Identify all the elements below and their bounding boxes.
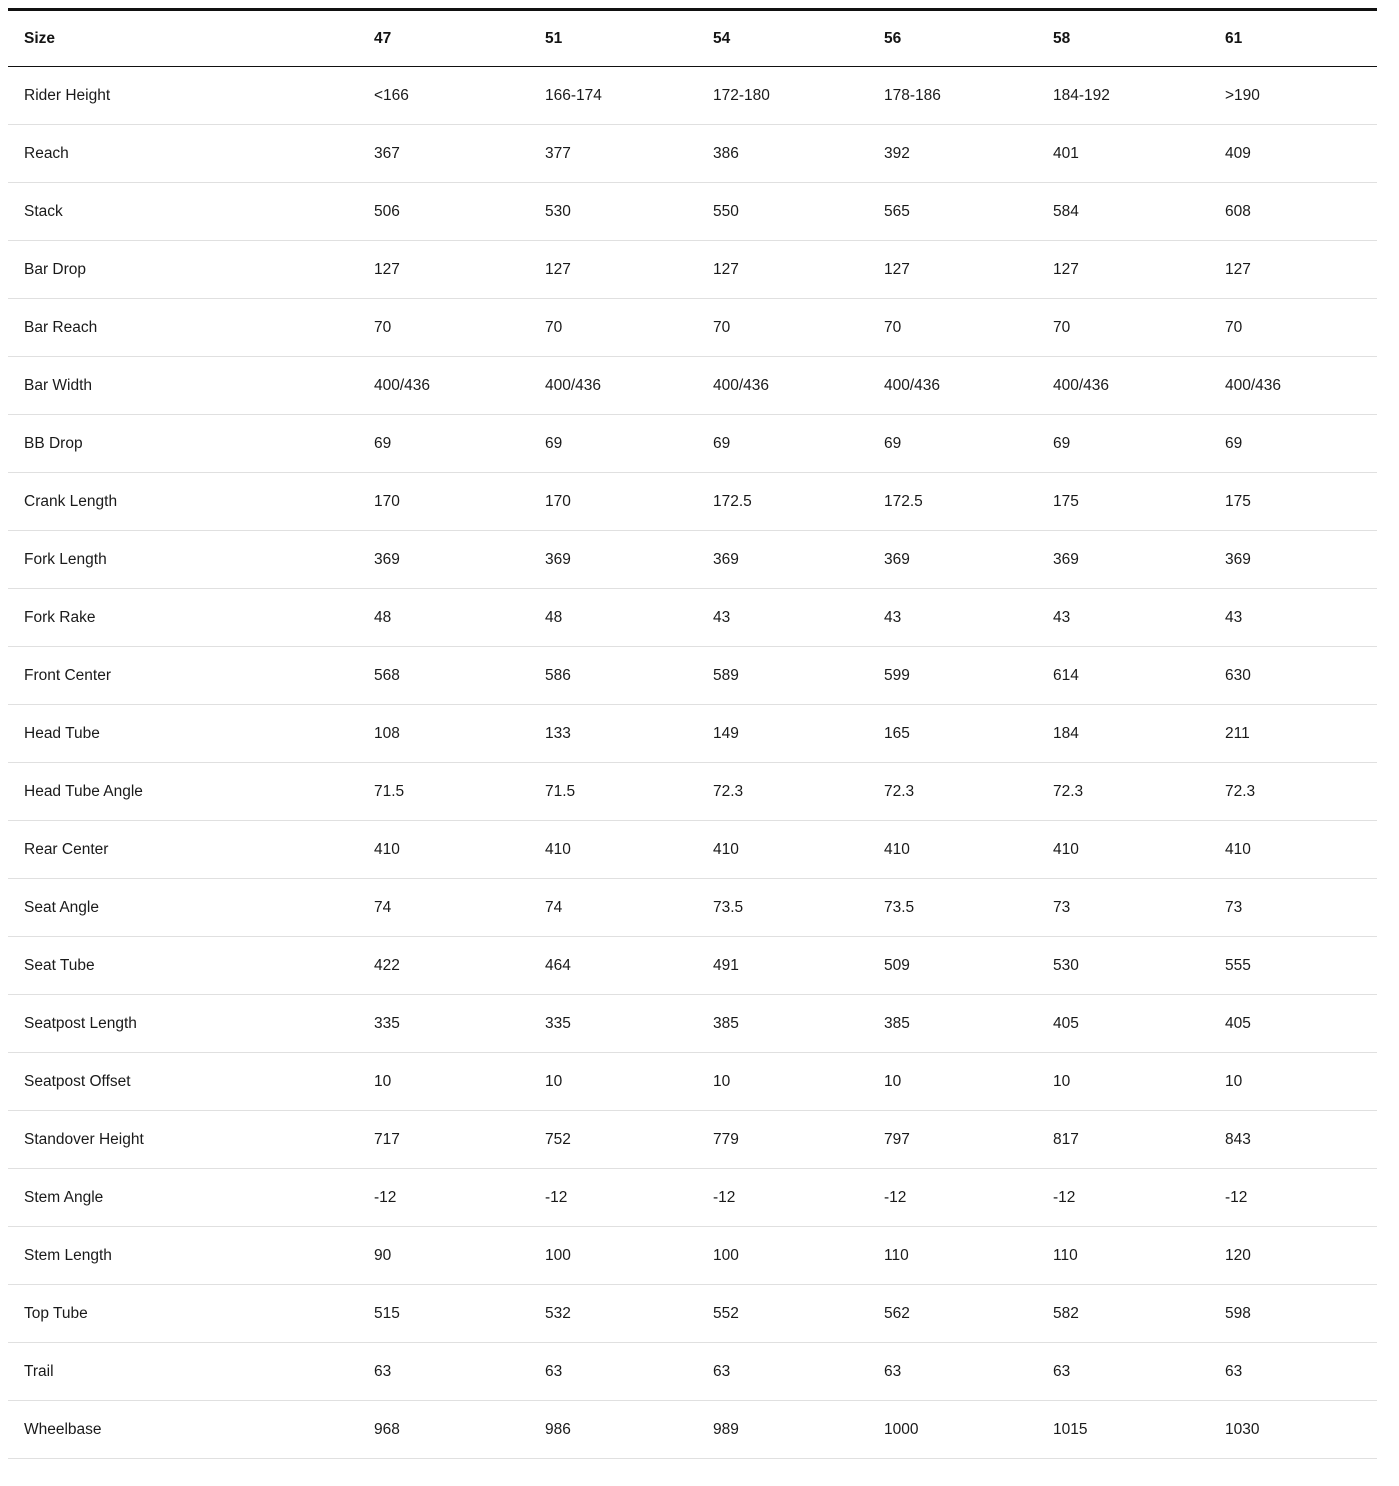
cell-value: 562 (884, 1285, 1053, 1343)
row-label: Reach (8, 125, 374, 183)
cell-value: 614 (1053, 647, 1225, 705)
cell-value: 752 (545, 1111, 713, 1169)
header-size-label: Size (8, 10, 374, 67)
cell-value: 410 (545, 821, 713, 879)
cell-value: 400/436 (374, 357, 545, 415)
cell-value: 410 (1053, 821, 1225, 879)
cell-value: -12 (545, 1169, 713, 1227)
cell-value: 400/436 (1053, 357, 1225, 415)
cell-value: 335 (374, 995, 545, 1053)
cell-value: 506 (374, 183, 545, 241)
cell-value: 369 (374, 531, 545, 589)
cell-value: 968 (374, 1401, 545, 1459)
cell-value: 405 (1225, 995, 1377, 1053)
cell-value: 63 (713, 1343, 884, 1401)
table-row (8, 589, 1377, 647)
header-col-51: 51 (545, 10, 713, 67)
cell-value: 400/436 (545, 357, 713, 415)
row-label: Trail (8, 1343, 374, 1401)
cell-value: 43 (713, 589, 884, 647)
cell-value: 184 (1053, 705, 1225, 763)
cell-value: 100 (713, 1227, 884, 1285)
cell-value: 70 (545, 299, 713, 357)
row-label: Bar Width (8, 357, 374, 415)
cell-value: 70 (713, 299, 884, 357)
cell-value: 10 (1225, 1053, 1377, 1111)
cell-value: 1030 (1225, 1401, 1377, 1459)
table-row (8, 1111, 1377, 1169)
cell-value: -12 (374, 1169, 545, 1227)
row-label: Top Tube (8, 1285, 374, 1343)
cell-value: <166 (374, 67, 545, 125)
cell-value: 400/436 (884, 357, 1053, 415)
cell-value: 70 (374, 299, 545, 357)
cell-value: 385 (713, 995, 884, 1053)
cell-value: 175 (1225, 473, 1377, 531)
table-row (8, 879, 1377, 937)
row-label: Seatpost Offset (8, 1053, 374, 1111)
cell-value: 166-174 (545, 67, 713, 125)
cell-value: 405 (1053, 995, 1225, 1053)
cell-value: 369 (545, 531, 713, 589)
row-label: Head Tube (8, 705, 374, 763)
cell-value: 843 (1225, 1111, 1377, 1169)
cell-value: 127 (545, 241, 713, 299)
cell-value: 530 (1053, 937, 1225, 995)
header-col-58: 58 (1053, 10, 1225, 67)
cell-value: 565 (884, 183, 1053, 241)
cell-value: 410 (1225, 821, 1377, 879)
row-label: Seatpost Length (8, 995, 374, 1053)
cell-value: 608 (1225, 183, 1377, 241)
cell-value: 73 (1053, 879, 1225, 937)
cell-value: 43 (1053, 589, 1225, 647)
cell-value: 70 (1053, 299, 1225, 357)
header-col-47: 47 (374, 10, 545, 67)
cell-value: 797 (884, 1111, 1053, 1169)
header-col-56: 56 (884, 10, 1053, 67)
table-row (8, 299, 1377, 357)
cell-value: 69 (884, 415, 1053, 473)
cell-value: 530 (545, 183, 713, 241)
cell-value: 410 (374, 821, 545, 879)
table-row (8, 357, 1377, 415)
cell-value: 385 (884, 995, 1053, 1053)
cell-value: 120 (1225, 1227, 1377, 1285)
cell-value: 10 (884, 1053, 1053, 1111)
cell-value: 400/436 (713, 357, 884, 415)
table-row (8, 531, 1377, 589)
cell-value: 127 (1053, 241, 1225, 299)
table-row (8, 1169, 1377, 1227)
cell-value: 172.5 (713, 473, 884, 531)
row-label: Crank Length (8, 473, 374, 531)
row-label: Bar Drop (8, 241, 374, 299)
cell-value: 1000 (884, 1401, 1053, 1459)
row-label: Stem Angle (8, 1169, 374, 1227)
cell-value: 74 (545, 879, 713, 937)
cell-value: 10 (713, 1053, 884, 1111)
row-label: Rear Center (8, 821, 374, 879)
cell-value: 422 (374, 937, 545, 995)
cell-value: 110 (1053, 1227, 1225, 1285)
cell-value: 986 (545, 1401, 713, 1459)
cell-value: 532 (545, 1285, 713, 1343)
cell-value: 589 (713, 647, 884, 705)
cell-value: 568 (374, 647, 545, 705)
cell-value: 410 (713, 821, 884, 879)
row-label: Stack (8, 183, 374, 241)
table-row (8, 473, 1377, 531)
table-row (8, 415, 1377, 473)
cell-value: 367 (374, 125, 545, 183)
table-row (8, 183, 1377, 241)
cell-value: 779 (713, 1111, 884, 1169)
cell-value: 127 (884, 241, 1053, 299)
cell-value: -12 (884, 1169, 1053, 1227)
cell-value: 165 (884, 705, 1053, 763)
cell-value: 63 (884, 1343, 1053, 1401)
cell-value: 69 (713, 415, 884, 473)
cell-value: 90 (374, 1227, 545, 1285)
cell-value: 175 (1053, 473, 1225, 531)
cell-value: 178-186 (884, 67, 1053, 125)
cell-value: 550 (713, 183, 884, 241)
cell-value: 170 (374, 473, 545, 531)
cell-value: 369 (884, 531, 1053, 589)
cell-value: 599 (884, 647, 1053, 705)
table-row (8, 705, 1377, 763)
cell-value: 63 (1225, 1343, 1377, 1401)
row-label: BB Drop (8, 415, 374, 473)
table-row (8, 1285, 1377, 1343)
cell-value: 598 (1225, 1285, 1377, 1343)
cell-value: 72.3 (884, 763, 1053, 821)
cell-value: -12 (1225, 1169, 1377, 1227)
cell-value: 369 (1225, 531, 1377, 589)
table-body (8, 67, 1377, 1459)
table-row (8, 821, 1377, 879)
cell-value: 369 (713, 531, 884, 589)
row-label: Rider Height (8, 67, 374, 125)
cell-value: 73 (1225, 879, 1377, 937)
row-label: Seat Tube (8, 937, 374, 995)
cell-value: 630 (1225, 647, 1377, 705)
cell-value: 63 (545, 1343, 713, 1401)
cell-value: 48 (374, 589, 545, 647)
cell-value: 1015 (1053, 1401, 1225, 1459)
cell-value: 555 (1225, 937, 1377, 995)
cell-value: 392 (884, 125, 1053, 183)
cell-value: 48 (545, 589, 713, 647)
table-row (8, 763, 1377, 821)
table-row (8, 1227, 1377, 1285)
cell-value: 586 (545, 647, 713, 705)
cell-value: 43 (884, 589, 1053, 647)
table-row (8, 125, 1377, 183)
table-row (8, 647, 1377, 705)
cell-value: 127 (1225, 241, 1377, 299)
cell-value: 73.5 (713, 879, 884, 937)
cell-value: 184-192 (1053, 67, 1225, 125)
header-col-54: 54 (713, 10, 884, 67)
cell-value: >190 (1225, 67, 1377, 125)
table-row (8, 1401, 1377, 1459)
row-label: Wheelbase (8, 1401, 374, 1459)
cell-value: -12 (713, 1169, 884, 1227)
row-label: Front Center (8, 647, 374, 705)
cell-value: 582 (1053, 1285, 1225, 1343)
cell-value: 69 (545, 415, 713, 473)
row-label: Bar Reach (8, 299, 374, 357)
cell-value: 989 (713, 1401, 884, 1459)
cell-value: 409 (1225, 125, 1377, 183)
cell-value: 817 (1053, 1111, 1225, 1169)
cell-value: 464 (545, 937, 713, 995)
cell-value: 509 (884, 937, 1053, 995)
cell-value: 211 (1225, 705, 1377, 763)
cell-value: 386 (713, 125, 884, 183)
cell-value: 369 (1053, 531, 1225, 589)
table-row (8, 995, 1377, 1053)
cell-value: 100 (545, 1227, 713, 1285)
cell-value: 410 (884, 821, 1053, 879)
cell-value: 70 (884, 299, 1053, 357)
cell-value: 69 (374, 415, 545, 473)
cell-value: 70 (1225, 299, 1377, 357)
cell-value: 69 (1225, 415, 1377, 473)
cell-value: 377 (545, 125, 713, 183)
table-row (8, 241, 1377, 299)
cell-value: 491 (713, 937, 884, 995)
cell-value: 71.5 (545, 763, 713, 821)
cell-value: 584 (1053, 183, 1225, 241)
row-label: Seat Angle (8, 879, 374, 937)
cell-value: 400/436 (1225, 357, 1377, 415)
cell-value: 401 (1053, 125, 1225, 183)
cell-value: 10 (374, 1053, 545, 1111)
cell-value: 552 (713, 1285, 884, 1343)
table-row (8, 937, 1377, 995)
cell-value: 74 (374, 879, 545, 937)
cell-value: 63 (1053, 1343, 1225, 1401)
cell-value: 149 (713, 705, 884, 763)
header-row (8, 10, 1377, 67)
cell-value: 172.5 (884, 473, 1053, 531)
cell-value: -12 (1053, 1169, 1225, 1227)
cell-value: 10 (1053, 1053, 1225, 1111)
row-label: Fork Length (8, 531, 374, 589)
geometry-table (8, 8, 1377, 1459)
table-row (8, 1343, 1377, 1401)
cell-value: 172-180 (713, 67, 884, 125)
cell-value: 108 (374, 705, 545, 763)
cell-value: 170 (545, 473, 713, 531)
cell-value: 133 (545, 705, 713, 763)
cell-value: 335 (545, 995, 713, 1053)
cell-value: 72.3 (1225, 763, 1377, 821)
table-row (8, 1053, 1377, 1111)
cell-value: 110 (884, 1227, 1053, 1285)
row-label: Stem Length (8, 1227, 374, 1285)
cell-value: 127 (713, 241, 884, 299)
row-label: Head Tube Angle (8, 763, 374, 821)
cell-value: 72.3 (713, 763, 884, 821)
row-label: Standover Height (8, 1111, 374, 1169)
cell-value: 10 (545, 1053, 713, 1111)
cell-value: 63 (374, 1343, 545, 1401)
header-col-61: 61 (1225, 10, 1377, 67)
cell-value: 73.5 (884, 879, 1053, 937)
row-label: Fork Rake (8, 589, 374, 647)
cell-value: 127 (374, 241, 545, 299)
cell-value: 515 (374, 1285, 545, 1343)
cell-value: 71.5 (374, 763, 545, 821)
cell-value: 43 (1225, 589, 1377, 647)
cell-value: 69 (1053, 415, 1225, 473)
table-row (8, 67, 1377, 125)
cell-value: 72.3 (1053, 763, 1225, 821)
cell-value: 717 (374, 1111, 545, 1169)
